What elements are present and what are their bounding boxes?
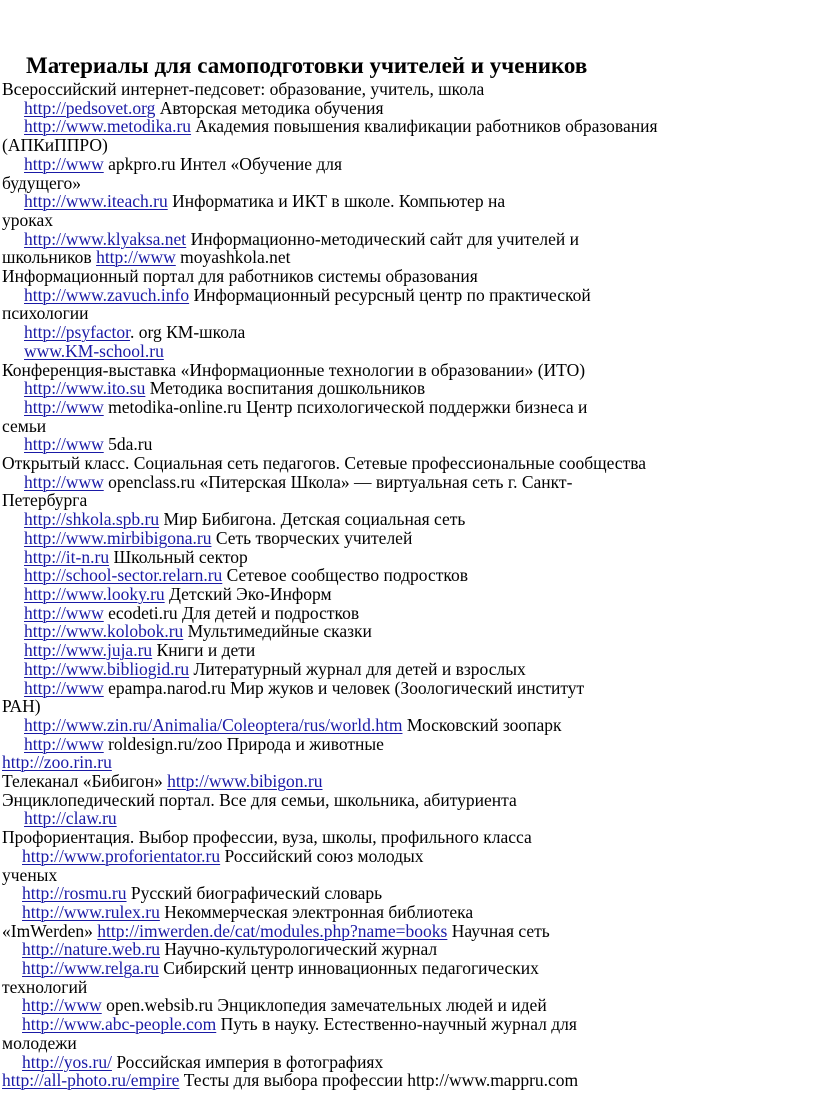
description-text: Открытый класс. Социальная сеть педагогов. Сетевые профессиональные сообщества	[2, 453, 647, 474]
text-line	[2, 1015, 814, 1034]
description-text: Информатика и ИКТ в школе. Компьютер на	[167, 191, 506, 212]
description-text: Авторская методика обучения	[155, 97, 384, 118]
text-line	[2, 211, 814, 230]
description-text: Книги и дети	[152, 640, 256, 661]
resource-link[interactable]: http://www.bibliogid.ru	[24, 658, 190, 679]
description-text: . org КМ-школа	[129, 322, 246, 343]
resource-link[interactable]: http://www.mirbibigona.ru	[24, 527, 212, 548]
description-text: metodika-online.ru Центр психологической поддержки бизнеса и	[103, 396, 588, 417]
resource-link[interactable]: http://www	[24, 471, 104, 492]
text-line	[2, 473, 814, 492]
description-text: ученых	[2, 864, 58, 885]
text-line	[2, 585, 814, 604]
resource-link[interactable]: http://psyfactor	[24, 322, 130, 343]
resource-link[interactable]: http://www	[24, 153, 104, 174]
resource-link[interactable]: http://www.proforientator.ru	[22, 845, 221, 866]
text-line	[2, 136, 814, 155]
resource-link[interactable]: http://www.relga.ru	[22, 958, 159, 979]
text-line	[2, 361, 814, 380]
text-line	[2, 304, 814, 323]
resource-link[interactable]: http://www.rulex.ru	[22, 901, 160, 922]
resource-link[interactable]: http://www	[24, 677, 104, 698]
text-line	[2, 398, 814, 417]
description-text: Информационно-методический сайт для учителей и	[186, 228, 579, 249]
text-line	[2, 529, 814, 548]
description-text: «ImWerden»	[2, 920, 98, 941]
description-text: уроках	[2, 209, 54, 230]
description-text: moyashkola.net	[175, 247, 291, 268]
resource-link[interactable]: http://nature.web.ru	[22, 939, 161, 960]
description-text: Информационный портал для работников системы образования	[2, 266, 478, 287]
resource-link[interactable]: http://it-n.ru	[24, 546, 110, 567]
text-line	[2, 323, 814, 342]
description-text: Тесты для выбора профессии http://www.mappru.com	[179, 1070, 579, 1091]
description-text: (АПКиППРО)	[2, 135, 108, 156]
description-text: Российский союз молодых	[220, 845, 424, 866]
text-line	[2, 454, 814, 473]
resource-link[interactable]: http://www	[24, 434, 104, 455]
text-line	[2, 286, 814, 305]
description-text: Всероссийский интернет-педсовет: образование, учитель, школа	[2, 79, 485, 99]
resource-link[interactable]: http://www.ito.su	[24, 378, 146, 399]
text-line	[2, 248, 814, 267]
text-line	[2, 940, 814, 959]
text-line	[2, 922, 814, 941]
text-line	[2, 174, 814, 193]
text-line	[2, 566, 814, 585]
text-line	[2, 417, 814, 436]
resource-link[interactable]: http://www.iteach.ru	[24, 191, 168, 212]
description-text: 5da.ru	[103, 434, 153, 455]
text-line	[2, 1071, 814, 1090]
resource-link[interactable]: http://shkola.spb.ru	[24, 509, 160, 530]
text-line	[2, 679, 814, 698]
description-text: Научно-культурологический журнал	[160, 939, 438, 960]
resource-link[interactable]: http://www	[24, 733, 104, 754]
description-text: Профориентация. Выбор профессии, вуза, школы, профильного класса	[2, 827, 532, 848]
description-text: Информационный ресурсный центр по практической	[189, 284, 591, 305]
resource-link[interactable]: http://www.juja.ru	[24, 640, 153, 661]
text-line	[2, 379, 814, 398]
description-text: Петербурга	[2, 490, 88, 511]
text-line	[2, 80, 814, 99]
text-line	[2, 435, 814, 454]
description-text: Методика воспитания дошкольников	[145, 378, 426, 399]
text-line	[2, 491, 814, 510]
description-text: Школьный сектор	[109, 546, 248, 567]
description-text: open.websib.ru Энциклопедия замечательных людей и идей	[101, 995, 547, 1016]
description-text: ecodeti.ru Для детей и подростков	[103, 602, 360, 623]
resource-link[interactable]: www.KM-school.ru	[24, 340, 164, 361]
resource-link[interactable]: http://pedsovet.org	[24, 97, 156, 118]
resource-link[interactable]: http://claw.ru	[24, 808, 117, 829]
description-text: школьников	[2, 247, 97, 268]
description-text: Некоммерческая электронная библиотека	[159, 901, 474, 922]
text-line	[2, 809, 814, 828]
resource-link[interactable]: http://rosmu.ru	[22, 883, 127, 904]
description-text: психологии	[2, 303, 89, 324]
description-text: Телеканал «Бибигон»	[2, 771, 168, 792]
description-text: Сеть творческих учителей	[211, 527, 413, 548]
resource-link[interactable]: http://www.looky.ru	[24, 583, 165, 604]
description-text: технологий	[2, 976, 88, 997]
text-line	[2, 155, 814, 174]
description-text: roldesign.ru/zoo Природа и животные	[103, 733, 384, 754]
description-text: Мир Бибигона. Детская социальная сеть	[159, 509, 466, 530]
text-line	[2, 866, 814, 885]
description-text: Энциклопедический портал. Все для семьи, школьника, абитуриента	[2, 789, 517, 810]
description-text: Российская империя в фотографиях	[111, 1051, 384, 1072]
text-line	[2, 735, 814, 754]
description-text: Сибирский центр инновационных педагогических	[158, 958, 539, 979]
text-line	[2, 230, 814, 249]
text-line	[2, 604, 814, 623]
resource-link[interactable]: http://www.kolobok.ru	[24, 621, 184, 642]
text-line	[2, 641, 814, 660]
text-line	[2, 660, 814, 679]
text-line	[2, 847, 814, 866]
description-text: Литературный журнал для детей и взрослых	[189, 658, 526, 679]
text-line	[2, 342, 814, 361]
description-text: Конференция-выставка «Информационные технологии в образовании» (ИТО)	[2, 359, 586, 380]
resource-link[interactable]: http://www	[24, 396, 104, 417]
description-text: Академия повышения квалификации работников образования	[191, 116, 658, 137]
text-line	[2, 996, 814, 1015]
text-line	[2, 753, 814, 772]
resource-link[interactable]: http://www.zavuch.info	[24, 284, 190, 305]
resource-link[interactable]: http://www	[24, 602, 104, 623]
text-line	[2, 903, 814, 922]
resource-link[interactable]: http://all-photo.ru/empire	[2, 1070, 180, 1091]
resource-link[interactable]: http://imwerden.de/cat/modules.php?name=books	[97, 920, 448, 941]
text-line	[2, 510, 814, 529]
description-text: РАН)	[2, 696, 41, 717]
text-line	[2, 99, 814, 118]
text-line	[2, 884, 814, 903]
resource-link[interactable]: http://www	[22, 995, 102, 1016]
resource-link[interactable]: http://www.abc-people.com	[22, 1014, 217, 1035]
resource-link[interactable]: http://www.metodika.ru	[24, 116, 192, 137]
resource-link[interactable]: http://www.klyaksa.net	[24, 228, 187, 249]
resource-list	[2, 80, 814, 1090]
description-text: Мультимедийные сказки	[183, 621, 372, 642]
description-text: будущего»	[2, 172, 82, 193]
description-text: openclass.ru «Питерская Школа» — виртуальная сеть г. Санкт-	[103, 471, 573, 492]
text-line	[2, 267, 814, 286]
page-title: Материалы для самоподготовки учителей и учеников	[26, 53, 588, 78]
resource-link[interactable]: http://school-sector.relarn.ru	[24, 565, 223, 586]
description-text: epampa.narod.ru Мир жуков и человек (Зоологический институт	[103, 677, 585, 698]
description-text: Научная сеть	[447, 920, 550, 941]
description-text: Московский зоопарк	[402, 714, 562, 735]
text-line	[2, 828, 814, 847]
text-line	[2, 117, 814, 136]
text-line	[2, 959, 814, 978]
document-page	[2, 52, 814, 1090]
description-text: Путь в науку. Естественно-научный журнал для	[216, 1014, 577, 1035]
text-line	[2, 192, 814, 211]
text-line	[2, 772, 814, 791]
description-text: молодежи	[2, 1032, 77, 1053]
resource-link[interactable]: http://www	[96, 247, 176, 268]
description-text: семьи	[2, 415, 47, 436]
text-line	[2, 1034, 814, 1053]
description-text: apkpro.ru Интел «Обучение для	[103, 153, 343, 174]
text-line	[2, 716, 814, 735]
resource-link[interactable]: http://www.bibigon.ru	[167, 771, 323, 792]
text-line	[2, 978, 814, 997]
text-line	[2, 548, 814, 567]
resource-link[interactable]: http://yos.ru/	[22, 1051, 112, 1072]
text-line	[2, 1053, 814, 1072]
description-text: Детский Эко-Информ	[164, 583, 332, 604]
resource-link[interactable]: http://www.zin.ru/Animalia/Coleoptera/rus/world.htm	[24, 714, 403, 735]
text-line	[2, 622, 814, 641]
resource-link[interactable]: http://zoo.rin.ru	[2, 752, 112, 773]
description-text: Русский биографический словарь	[126, 883, 383, 904]
text-line	[2, 697, 814, 716]
text-line	[2, 791, 814, 810]
description-text: Сетевое сообщество подростков	[222, 565, 468, 586]
